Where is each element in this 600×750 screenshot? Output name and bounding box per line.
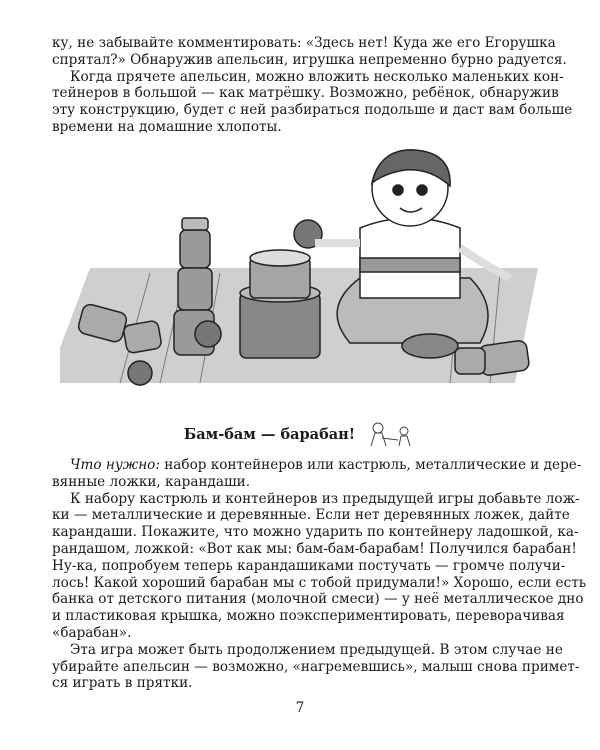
text-line: ся играть в прятки. (52, 675, 193, 692)
text-line: Эта игра может быть продолжением предыдущей. В этом случае не (70, 641, 563, 658)
top-text (52, 35, 573, 136)
text-line: ки — металлические и деревянные. Если нет деревянных ложек, дайте (52, 507, 570, 524)
heading-text: Бам-бам — барабан! (183, 426, 356, 443)
section-heading (0, 422, 600, 448)
boy (315, 150, 510, 358)
text-line: вянные ложки, карандаши. (52, 473, 251, 490)
text-line: эту конструкцию, будет с ней разбираться подольше и даст вам больше (52, 102, 573, 119)
text-line: К набору кастрюль и контейнеров из предыдущей игры добавьте лож- (70, 490, 580, 507)
text-line: Когда прячете апельсин, можно вложить несколько маленьких кон- (70, 68, 564, 85)
text-line: банка от детского питания (молочной смеси) — у неё металлическое дно (52, 591, 584, 608)
text-line: тейнеров в большой — как матрёшку. Возможно, ребёнок, обнаружив (52, 85, 559, 102)
text-line: времени на домашние хлопоты. (52, 118, 282, 135)
pots (240, 250, 320, 358)
section-body (52, 457, 587, 692)
text-line: карандаши. Покажите, что можно ударить по контейнеру ладошкой, ка- (52, 524, 579, 541)
mother-and-child-icon (366, 422, 416, 448)
text-line: и пластиковая крышка, можно поэкспериментировать, переворачивая (52, 608, 565, 625)
text-line: лось! Какой хороший барабан мы с тобой придумали!» Хорошо, если есть (52, 574, 587, 591)
text-line: «барабан». (52, 624, 132, 641)
text-line: рандашом, ложкой: «Вот как мы: бам-бам-барабам! Получился барабан! (52, 540, 577, 557)
text-line: ку, не забывайте комментировать: «Здесь нет! Куда же его Егорушка (52, 35, 556, 51)
needs-label: Что нужно: (70, 457, 160, 473)
text-line: Ну-ка, попробуем теперь карандашиками постучать — громче получи- (52, 557, 566, 574)
text-line: убирайте апельсин — возможно, «нагремевшись», малыш снова примет- (52, 658, 580, 675)
needs-text: набор контейнеров или кастрюль, металлические и дере- (164, 457, 582, 473)
page-number: 7 (295, 700, 305, 716)
text-line (52, 457, 582, 474)
illustration-boy-with-pots (60, 148, 538, 398)
text-line: спрятал?» Обнаружив апельсин, игрушка непременно бурно радуется. (52, 51, 567, 68)
